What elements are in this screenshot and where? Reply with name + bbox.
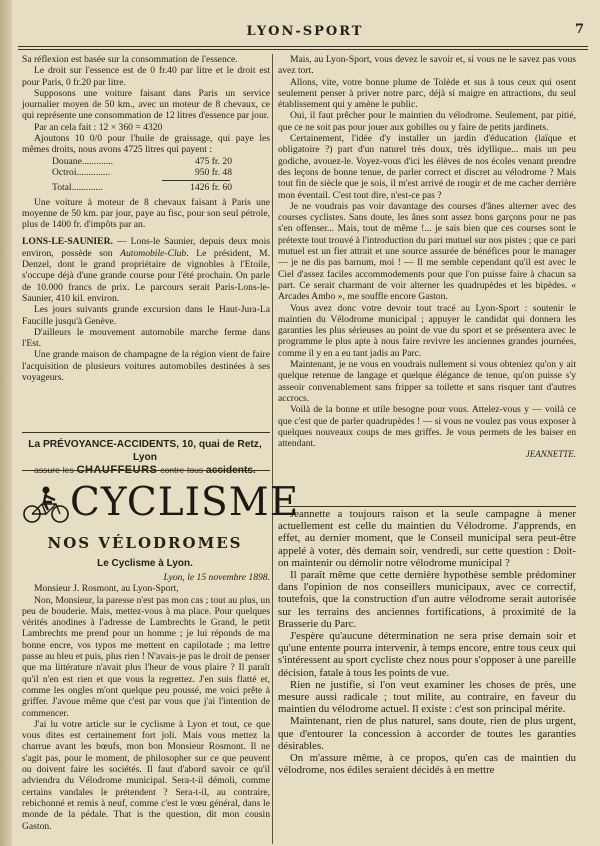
page-header <box>18 24 592 46</box>
letter-salutation: Monsieur J. Rosmont, au Lyon-Sport, <box>34 583 179 595</box>
ad-word: contre <box>160 465 185 475</box>
page-number: 7 <box>574 22 584 37</box>
paragraph: Je ne voudrais pas voir davantage des courses d'ânes alterner avec des courses cyclistes. Sans doute, les ânes sont assez bons garçons pour ne pas s'en offenser... Mais, tout de même !... je sais bien que ces courses sont le prétexte tout trouvé à l'introduction du pari mutuel sur nos pistes ; que ce pari mutuel est un fier attrait et une source assurée de bénéfices pour le manager — je ne dis pas barnum, moi ! — Il me semble cependant qu'il est avec le Ciel d'assez faciles accommodements pour que l'on puisse faire à chacun sa part. Ce serait charmant de voir alterner les quadrupèdes et les bipèdes. « Arcades Ambo », me souffle encore Gaston. <box>278 200 576 303</box>
ad-line-1: La PRÉVOYANCE-ACCIDENTS, 10, quai de Retz, Lyon <box>28 439 262 463</box>
paragraph: Voilà de la bonne et utile besogne pour vous. Attelez-vous y — voilà ce que c'est que de parler quadrupèdes ! — si vous ne voulez pas vous exposer à quelques nouveaux coups de mes griffes. Je vous permets de les baiser en attendant. <box>278 404 576 450</box>
right-column-divider <box>278 506 576 507</box>
paragraph: Maintenant, je ne vous en voudrais nullement si vous obteniez qu'on y ait quelque retenue de langage et quelque élégance de tenue, qu'on puisse s'y asseoir convenablement sans fripper sa toilette et sans risquer tant d'autres accrocs. <box>278 359 576 404</box>
paragraph: D'ailleurs le mouvement automobile marche ferme dans l'Est. <box>22 326 270 350</box>
newspaper-title: LYON-SPORT <box>246 24 364 39</box>
paragraph: Vous avez donc votre devoir tout tracé au Lyon-Sport : soutenir le maintien du Vélodrome municipal ; appuyer le candidat qui donnera les garanties les plus sérieuses au point de vue du sport et se présentera avec le programme le plus apte à nous faire revivre les anciennes grandes journées, comme il y en a eu tant jadis au Parc. <box>278 302 576 359</box>
calc-sum-rule <box>162 180 230 181</box>
section-title: NOS VÉLODROMES <box>47 534 243 552</box>
left-column-letter <box>22 572 270 832</box>
insurance-advertisement <box>18 438 272 477</box>
ad-bottom-rule <box>22 470 270 471</box>
paragraph: Mais, au Lyon-Sport, vous devez le savoir et, si vous ne le savez pas vous avez tort. <box>278 54 576 77</box>
lons-paragraph <box>22 236 270 304</box>
paragraph: Allons, vite, votre bonne plume de Tolède et sus à tous ceux qui osent seulement penser à priver notre parc, déjà si maigre en attractions, du seul établissement qui y amène le public. <box>278 76 576 111</box>
tax-calculation <box>22 156 270 194</box>
lons-club: Automobile-Club <box>120 247 187 259</box>
paragraph: Oui, il faut prêcher pour le maintien du vélodrome. Seulement, par pitié, que ce ne soit pas pour jouer aux gobilles ou y faire de petits jardinets. <box>278 110 576 133</box>
signature: JEANNETTE. <box>525 449 576 460</box>
paragraph: Le droit sur l'essence est de 0 fr.40 par litre et le droit est pour Paris, 0 fr.20 par litre. <box>22 65 270 88</box>
section-subtitle: Le Cyclisme à Lyon. <box>97 558 193 569</box>
paragraph: Ajoutons 10 0/0 pour l'huile de graissage, qui paye les mêmes droits, nous avons 4725 litres qui payent : <box>22 133 270 156</box>
ad-word: accidents. <box>206 465 256 476</box>
paragraph: Par an cela fait : 12 × 360 = 4320 <box>34 121 163 133</box>
page-binding-edge <box>0 0 12 846</box>
paragraph: J'ai lu votre article sur le cyclisme à Lyon et tout, ce que vous dites est certainement fort joli. Mais vous mettez la charrue avant les bœufs, mon bon Monsieur Rosmont. Il ne s'agit pas, pour le moment, de philosopher sur ce que peuvent ou doivent faire les sociétés. Il faut d'abord savoir ce qu'il adviendra du Vélodrome municipal. Sera-t-il démoli, comme certains vandales le prétendent ? Sera-t-il, au contraire, rebichonné et remis à neuf, comme c'est le vœu général, dans le monde de la pédale. That is the question, dit mon cousin Gaston. <box>22 718 270 832</box>
ad-word: CHAUFFEURS <box>76 464 158 476</box>
left-column-top <box>22 54 270 383</box>
ad-word: tous <box>186 465 204 475</box>
lons-lead: LONS-LE-SAUNIER. <box>22 236 113 248</box>
letter-dateline: Lyon, le 15 novembre 1898. <box>163 572 270 583</box>
paragraph: Une grande maison de champagne de la région vient de faire l'acquisition de plusieurs voitures automobiles destinées à ses voyageurs. <box>22 349 270 384</box>
paragraph: Une voiture à moteur de 8 chevaux faisant à Paris une moyenne de 50 km. par jour, paye au fisc, pour son seul pétrole, plus de 1400 fr. d'impôts par an. <box>22 196 270 231</box>
paragraph: Certainement, l'idée d'y installer un jardin d'éducation (laïque et obligatoire ?) part d'un naturel très doux, très idyllique... mais un peu godiche, avouez-le. Voyez-vous d'ici les élèves de nos écoles venant prendre des leçons de bonne tenue, de parler correct et discret au vélodrome ? Mais tout fin de siècle que je sois, il m'est arrivé de rougir et de me cacher derrière mon éventail. C'est tout dire, n'est-ce pas ? <box>278 133 576 201</box>
paragraph: Maintenant, rien de plus naturel, sans doute, rien de plus urgent, que d'entourer la concession à accorder de toutes les garanties désirables. <box>278 715 576 752</box>
paragraph: Jeannette a toujours raison et la seule campagne à mener actuellement est celle du maintien du Vélodrome. J'apprends, en effet, au dernier moment, que le Conseil municipal sera peut-être appelé à voter, dès demain soir, vendredi, sur cette question : Doit-on maintenir ou démolir notre vélodrome municipal ? <box>278 508 576 569</box>
cyclisme-banner <box>18 478 300 526</box>
paragraph: Les jours suivants grande excursion dans le Haut-Jura-La Faucille jusqu'à Genève. <box>22 304 270 327</box>
calc-value-total: 1426 fr. 60 <box>190 182 232 194</box>
ad-top-rule <box>22 432 270 433</box>
section-heading <box>18 530 272 569</box>
header-rule <box>18 46 588 47</box>
paragraph: J'espère qu'aucune détermination ne sera prise demain soir et qu'une entente pourra intervenir, à temps encore, entre tous ceux qui s'intéressent au sport cycliste chez nous pour s'opposer à une pareille décision, fatale à tous les points de vue. <box>278 630 576 679</box>
column-separator <box>272 54 273 844</box>
paragraph: Rien ne justifie, si l'on veut examiner les choses de près, une mesure aussi radicale ; tout milite, au contraire, en faveur du maintien du vélodrome actuel. Il existe : c'est son principal mérite. <box>278 678 576 716</box>
calc-label-total: Total............. <box>52 182 103 194</box>
calc-value-douane: 475 fr. 20 <box>194 155 232 167</box>
paragraph: Supposons une voiture faisant dans Paris un service journalier moyen de 50 km., avec un moteur de 8 chevaux, ce qui représente une consommation de 12 litres d'essence par jour. <box>22 87 270 122</box>
lons-text-1: — Lons-le Saunier, depuis deux mois environ, possède son <box>22 236 270 259</box>
calc-value-octroi: 950 fr. 48 <box>194 166 232 178</box>
paragraph: Non, Monsieur, la paresse n'est pas mon cas ; tout au plus, un peu de bouderie. Mais, mettez-vous à ma place. Pour quelques vérités anodines à l'adresse de Lambrechts le Grand, le petit Lambrechts me prend pour un homme ; je lui réponds de ma bonne encre, vos typos me mettent en capilotade ; ma lettre passe au bleu et puis, plus rien ! N'avais-je pas le droit de penser que ma littérature n'avait plus l'heur de vous plaire ? Il paraît qu'il n'en est rien et que vous la regrettez. J'en suis flatté et, comme les ongles m'ont quelque peu poussé, me voici prête à griffer. J'avoue même que c'est par vous que j'ai l'intention de commencer. <box>22 594 270 719</box>
calc-label-douane: Douane............. <box>52 155 114 167</box>
paragraph: Il paraît même que cette dernière hypothèse semble prédominer dans l'opinion de nos conseillers municipaux, avec ce correctif, toutefois, que la construction d'un autre vélodrome serait autorisée sur les terrains des anciennes fortifications, à proximité de la Brasserie du Parc. <box>278 569 576 630</box>
cyclist-icon <box>22 484 70 524</box>
right-column-bottom <box>278 508 576 776</box>
lons-text-2: . Le président, M. Denzel, dont le grand propriétaire de vignobles à l'Etoile, s'occupe déjà d'une grande course pour l'été prochain. On parle de 10.000 francs de prix. Le parcours serait Paris-Lons-le-Saunier, 410 kil. environ. <box>22 247 270 304</box>
paragraph: Sa réflexion est basée sur la consommation de l'essence. <box>22 54 238 65</box>
cyclisme-heading: CYCLISME <box>70 480 300 525</box>
right-column-top <box>278 54 576 461</box>
paragraph: On m'assure même, à ce propos, qu'en cas de maintien du vélodrome, nos édiles seraient décidés à en mettre <box>278 752 576 777</box>
ad-word: assure <box>34 465 60 475</box>
header-rule-double <box>18 49 588 50</box>
ad-word: les <box>62 465 74 475</box>
calc-label-octroi: Octroi.............. <box>52 166 111 178</box>
